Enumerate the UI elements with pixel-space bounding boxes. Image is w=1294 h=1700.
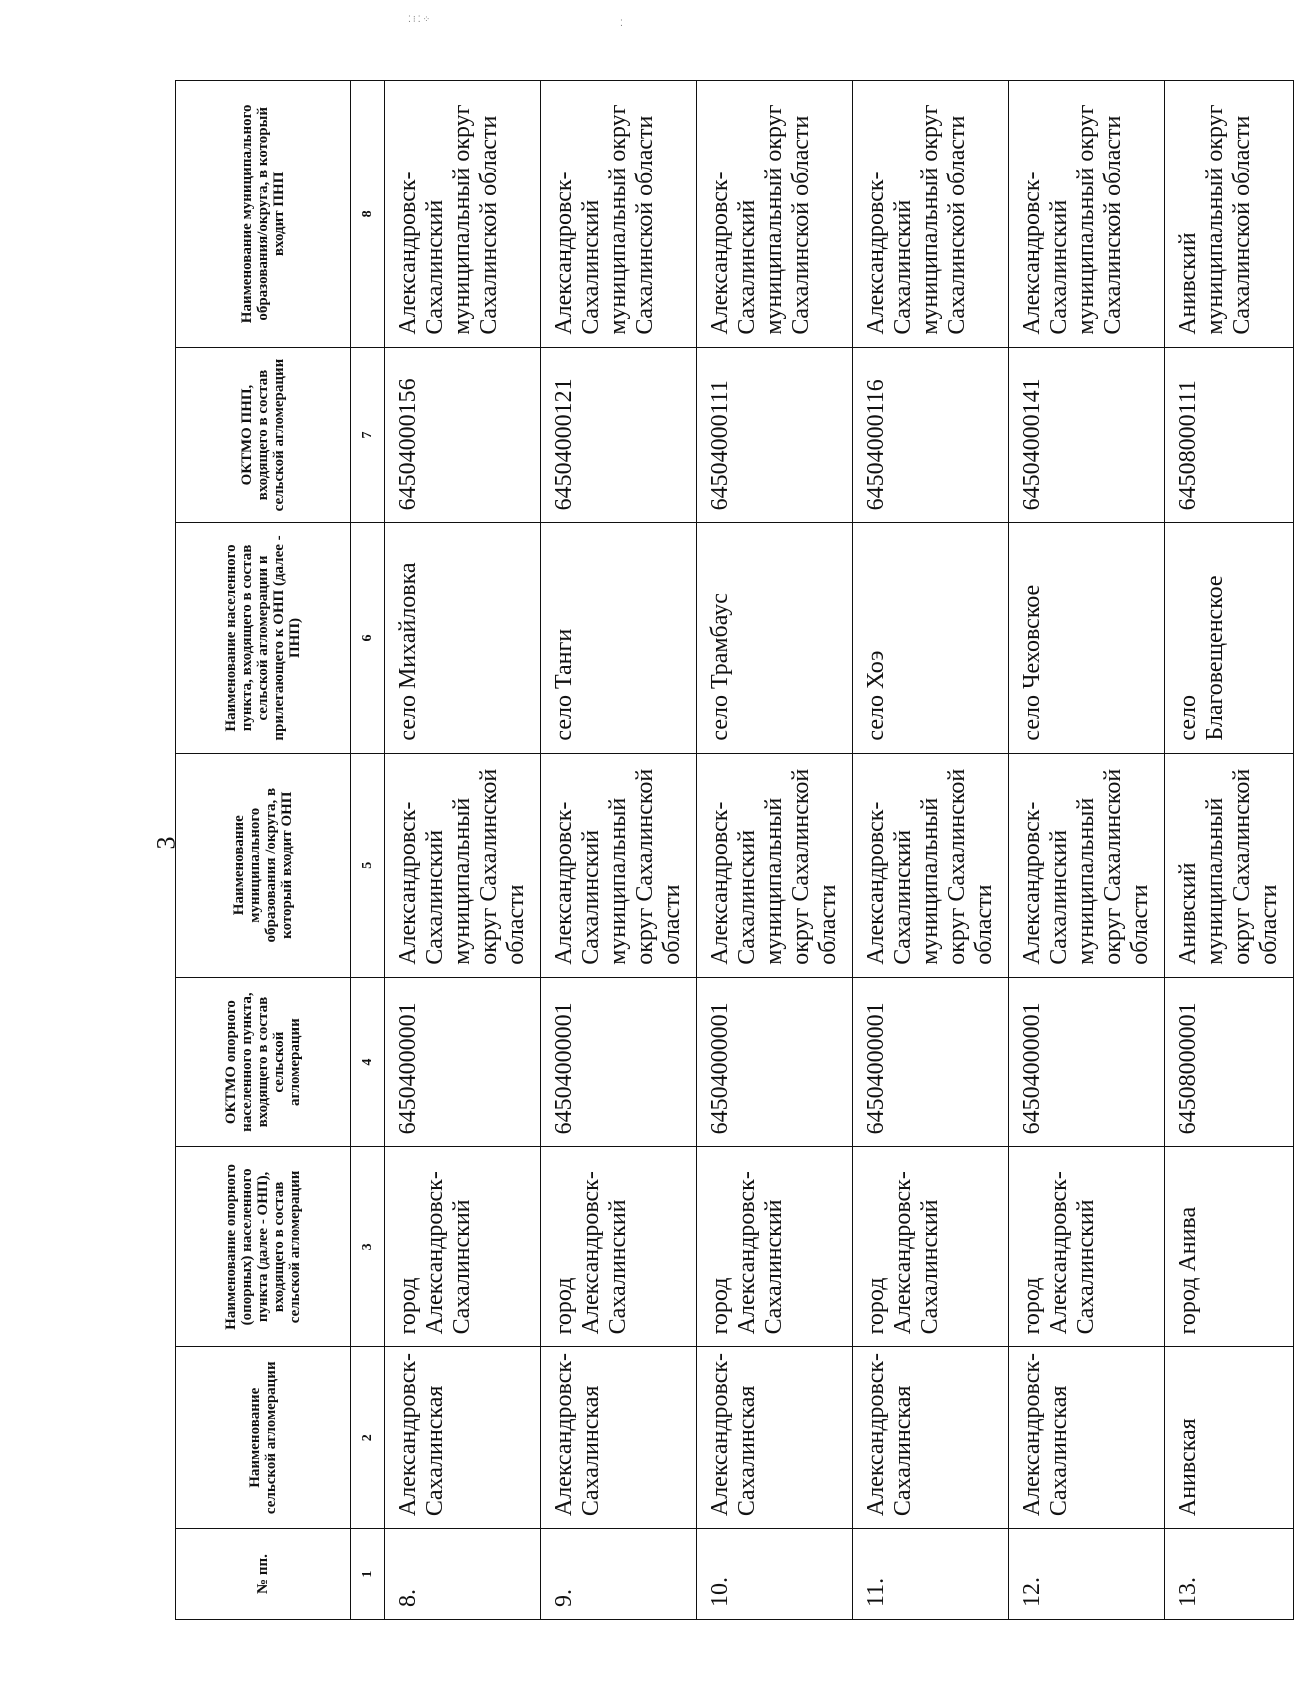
onp-oktmo: 64504000001 xyxy=(541,977,697,1147)
header-pnp-municipality: Наименование муниципального образования/округа, в который входит ПНП xyxy=(176,81,351,348)
header-agglomeration: Наименование сельской агломерации xyxy=(176,1347,351,1529)
scan-noise: ⁚ xyxy=(620,18,625,28)
column-number: 7 xyxy=(351,347,385,523)
onp-name: город Анива xyxy=(1165,1147,1294,1347)
header-num: № пп. xyxy=(176,1529,351,1620)
pnp-municipality: Анивский муниципальный округ Сахалинской области xyxy=(1165,81,1294,348)
pnp-name: село Благовещенское xyxy=(1165,523,1294,753)
pnp-name: село Хоэ xyxy=(853,523,1009,753)
pnp-municipality: Александровск-Сахалинский муниципальный округ Сахалинской области xyxy=(385,81,541,348)
column-number: 5 xyxy=(351,753,385,977)
onp-municipality: Александровск-Сахалинский муниципальный округ Сахалинской области xyxy=(697,753,853,977)
pnp-oktmo: 64504000116 xyxy=(853,347,1009,523)
onp-oktmo: 64504000001 xyxy=(697,977,853,1147)
header-pnp: Наименование населенного пункта, входящего в состав сельской агломерации и прилегающего к ОНП (далее - ПНП) xyxy=(176,523,351,753)
pnp-name: село Чеховское xyxy=(1009,523,1165,753)
table-row xyxy=(1009,81,1165,1620)
pnp-municipality: Александровск-Сахалинский муниципальный округ Сахалинской области xyxy=(697,81,853,348)
onp-oktmo: 64504000001 xyxy=(385,977,541,1147)
pnp-name: село Трамбаус xyxy=(697,523,853,753)
agglomeration-name: Александровск-Сахалинская xyxy=(853,1347,1009,1529)
header-row xyxy=(176,81,351,1620)
agglomeration-table xyxy=(175,80,1294,1620)
pnp-oktmo: 64504000156 xyxy=(385,347,541,523)
onp-municipality: Александровск-Сахалинский муниципальный округ Сахалинской области xyxy=(541,753,697,977)
row-number: 11. xyxy=(853,1529,1009,1620)
header-onp-oktmo: ОКТМО опорного населенного пункта, входящего в состав сельской агломерации xyxy=(176,977,351,1147)
row-number: 12. xyxy=(1009,1529,1165,1620)
agglomeration-name: Анивская xyxy=(1165,1347,1294,1529)
column-number: 8 xyxy=(351,81,385,348)
scan-noise: ⁚⁝⁚⁘ xyxy=(408,14,433,24)
row-number: 10. xyxy=(697,1529,853,1620)
onp-name: город Александровск-Сахалинский xyxy=(697,1147,853,1347)
column-number: 1 xyxy=(351,1529,385,1620)
agglomeration-name: Александровск-Сахалинская xyxy=(697,1347,853,1529)
pnp-name: село Танги xyxy=(541,523,697,753)
rotated-table-container xyxy=(175,80,1282,1620)
table-row xyxy=(1165,81,1294,1620)
row-number: 8. xyxy=(385,1529,541,1620)
pnp-oktmo: 64504000111 xyxy=(697,347,853,523)
header-onp: Наименование опорного (опорных) населенного пункта (далее - ОНП), входящего в состав сельской агломерации xyxy=(176,1147,351,1347)
agglomeration-name: Александровск-Сахалинская xyxy=(541,1347,697,1529)
onp-oktmo: 64504000001 xyxy=(853,977,1009,1147)
pnp-municipality: Александровск-Сахалинский муниципальный округ Сахалинской области xyxy=(1009,81,1165,348)
header-onp-municipality: Наименование муниципального образования /округа, в который входит ОНП xyxy=(176,753,351,977)
table-row xyxy=(385,81,541,1620)
onp-municipality: Александровск-Сахалинский муниципальный округ Сахалинской области xyxy=(385,753,541,977)
agglomeration-name: Александровск-Сахалинская xyxy=(385,1347,541,1529)
row-number: 9. xyxy=(541,1529,697,1620)
row-number: 13. xyxy=(1165,1529,1294,1620)
column-number: 4 xyxy=(351,977,385,1147)
onp-name: город Александровск-Сахалинский xyxy=(1009,1147,1165,1347)
table-row xyxy=(697,81,853,1620)
onp-municipality: Александровск-Сахалинский муниципальный округ Сахалинской области xyxy=(1009,753,1165,977)
pnp-oktmo: 64504000121 xyxy=(541,347,697,523)
page-number: 3 xyxy=(151,836,181,850)
onp-oktmo: 64508000001 xyxy=(1165,977,1294,1147)
table-row xyxy=(853,81,1009,1620)
column-number-row xyxy=(351,81,385,1620)
onp-name: город Александровск-Сахалинский xyxy=(853,1147,1009,1347)
column-number: 2 xyxy=(351,1347,385,1529)
onp-municipality: Анивский муниципальный округ Сахалинской области xyxy=(1165,753,1294,977)
column-number: 3 xyxy=(351,1147,385,1347)
onp-oktmo: 64504000001 xyxy=(1009,977,1165,1147)
pnp-oktmo: 64504000141 xyxy=(1009,347,1165,523)
column-number: 6 xyxy=(351,523,385,753)
pnp-name: село Михайловка xyxy=(385,523,541,753)
table-row xyxy=(541,81,697,1620)
pnp-oktmo: 64508000111 xyxy=(1165,347,1294,523)
onp-name: город Александровск-Сахалинский xyxy=(385,1147,541,1347)
onp-name: город Александровск-Сахалинский xyxy=(541,1147,697,1347)
onp-municipality: Александровск-Сахалинский муниципальный округ Сахалинской области xyxy=(853,753,1009,977)
pnp-municipality: Александровск-Сахалинский муниципальный округ Сахалинской области xyxy=(853,81,1009,348)
agglomeration-name: Александровск-Сахалинская xyxy=(1009,1347,1165,1529)
pnp-municipality: Александровск-Сахалинский муниципальный округ Сахалинской области xyxy=(541,81,697,348)
header-pnp-oktmo: ОКТМО ПНП, входящего в состав сельской агломерации xyxy=(176,347,351,523)
